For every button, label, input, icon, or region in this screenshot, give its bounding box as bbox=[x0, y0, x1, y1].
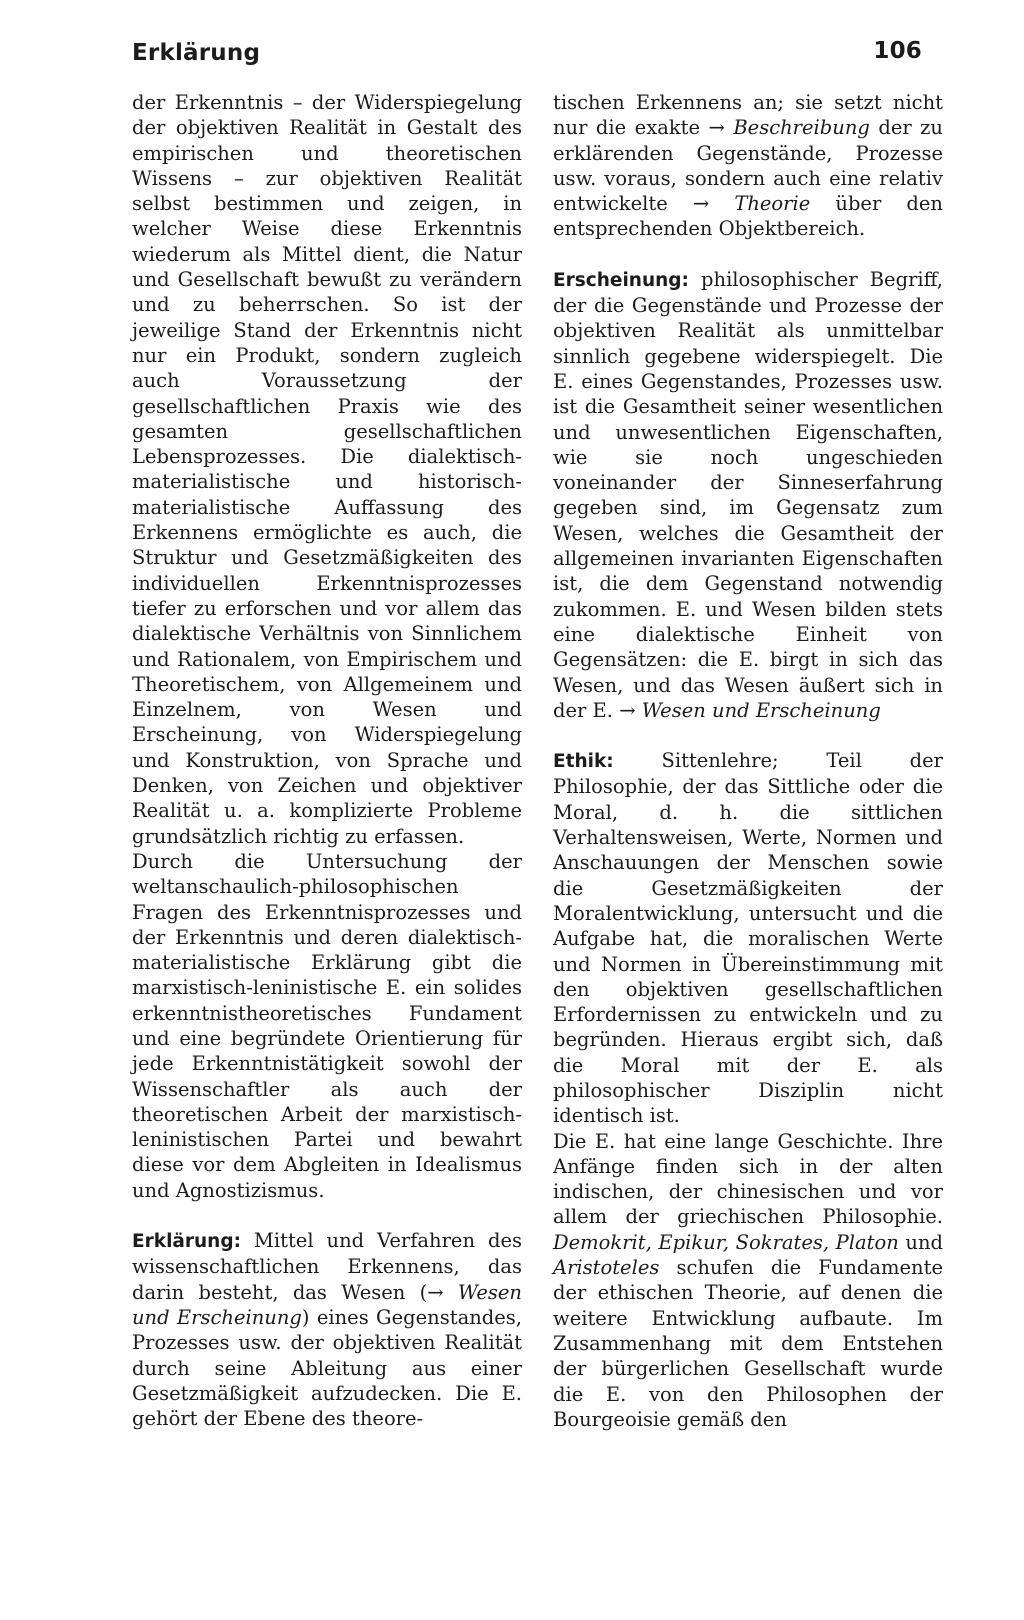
entry-text: schufen die Fundamente der ethischen Theorie, auf denen die weitere Entwicklung aufbaute. Im Zusammenhang mit dem Entstehen der bürgerlichen Gesellschaft wurde die E. von den Philosophen der Bourgeoisie gemäß den bbox=[553, 1256, 943, 1431]
cross-reference: Theorie bbox=[709, 192, 811, 216]
cross-reference-arrow: → bbox=[427, 1280, 444, 1304]
entry-keyword: Erscheinung: bbox=[553, 269, 689, 291]
entry-text: über den entsprechenden Objektbereich. bbox=[553, 192, 943, 241]
entry-erklaerung bbox=[132, 1228, 522, 1431]
right-column bbox=[553, 90, 943, 1432]
entry-text: Sittenlehre; Teil der Philosophie, der das Sittliche oder die Moral, d. h. die sittlichen Verhaltensweisen, Werte, Normen und Anschauungen der Menschen sowie die Gesetzmäßigkeiten der Moralentwicklung, untersucht und die Aufgabe hat, die moralischen Werte und Normen in Übereinstimmung mit den objektiven gesellschaftlichen Erfordernissen zu entwickeln und zu begründen. Hieraus ergibt sich, daß die Moral mit der E. als philosophischer Disziplin nicht identisch ist. bbox=[553, 749, 943, 1128]
entry-keyword: Erklärung: bbox=[132, 1231, 241, 1253]
cross-reference: Wesen und Erscheinung bbox=[635, 698, 881, 722]
cross-reference: Beschreibung bbox=[724, 116, 870, 140]
cross-reference-arrow: → bbox=[619, 698, 636, 722]
entry-text: Mittel und Verfahren des wissenschaftlichen Erkennens, das darin besteht, das Wesen ( bbox=[132, 1229, 522, 1304]
entry-keyword: Ethik: bbox=[553, 751, 614, 773]
entry-text: der zu erklärenden Gegenstände, Prozesse usw. voraus, sondern auch eine relativ entwickelte bbox=[553, 116, 943, 216]
philosopher-names: Demokrit, Epikur, Sokrates, Platon bbox=[553, 1230, 899, 1254]
entry-text: philosophischer Begriff, der die Gegenstände und Prozesse der objektiven Realität als unmittelbar sinnlich gegebene widerspiegelt. Die E. eines Gegenstandes, Prozesses usw. ist die Gesamtheit seiner wesentlichen und unwesentlichen Eigenschaften, wie sie noch ungeschieden voneinander der Sinneserfahrung gegeben sind, im Gegensatz zum Wesen, welches die Gesamtheit der allgemeinen invarianten Eigenschaften ist, die dem Gegenstand notwendig zukommen. E. und Wesen bilden stets eine dialektische Einheit von Gegensätzen: die E. birgt in sich das Wesen, und das Wesen äußert sich in der E. bbox=[553, 267, 943, 722]
paragraph-erklaerung-cont bbox=[553, 90, 943, 242]
entry-ethik bbox=[553, 748, 943, 1128]
entry-text: ) eines Gegenstandes, Prozesses usw. der objektiven Realität durch seine Ableitung aus einer Gesetzmäßigkeit aufzudecken. Die E. gehört der Ebene des theore- bbox=[132, 1305, 522, 1431]
entry-text: tischen Erkennens an; sie setzt nicht nur die exakte bbox=[553, 91, 943, 140]
entry-erscheinung bbox=[553, 267, 943, 723]
paragraph-ethik-history bbox=[553, 1129, 943, 1433]
cross-reference-arrow: → bbox=[708, 116, 725, 140]
paragraph-erkenntnis-conclusion: Durch die Untersuchung der weltanschaulich-philosophischen Fragen des Erkenntnisprozesses und der Erkenntnis und deren dialektisch-materialistische Erklärung gibt die marxistisch-leninistische E. ein solides erkenntnistheoretisches Fundament und eine begründete Orientierung für jede Erkenntnistätigkeit sowohl der Wissenschaftler als auch der theoretischen Arbeit der marxistisch-leninistischen Partei und bewahrt diese vor dem Abgleiten in Idealismus und Agnostizismus. bbox=[132, 849, 522, 1202]
cross-reference: Wesen und Erscheinung bbox=[132, 1280, 522, 1329]
section-title: Erklärung bbox=[132, 40, 261, 66]
entry-text: und bbox=[898, 1230, 943, 1254]
paragraph-erkenntnis-cont: der Erkenntnis – der Widerspiegelung der objektiven Realität in Gestalt des empirischen und theoretischen Wissens – zur objektiven Realität selbst bestimmen und zeigen, in welcher Weise diese Erkenntnis wiederum als Mittel dient, die Natur und Gesellschaft bewußt zu verändern und zu beherrschen. So ist der jeweilige Stand der Erkenntnis nicht nur ein Produkt, sondern zugleich auch Voraussetzung der gesellschaftlichen Praxis wie des gesamten gesellschaftlichen Lebensprozesses. Die dialektisch-materialistische und historisch-materialistische Auffassung des Erkennens ermöglichte es auch, die Struktur und Gesetzmäßigkeiten des individuellen Erkenntnisprozesses tiefer zu erforschen und vor allem das dialektische Verhältnis von Sinnlichem und Rationalem, von Empirischem und Theoretischem, von Allgemeinem und Einzelnem, von Wesen und Erscheinung, von Widerspiegelung und Konstruktion, von Sprache und Denken, von Zeichen und objektiver Realität u. a. komplizierte Probleme grundsätzlich richtig zu erfassen. bbox=[132, 91, 522, 848]
cross-reference-arrow: → bbox=[692, 192, 710, 216]
philosopher-name: Aristoteles bbox=[553, 1256, 660, 1280]
left-column bbox=[132, 90, 522, 1431]
page-number: 106 bbox=[873, 38, 922, 64]
entry-text: Die E. hat eine lange Geschichte. Ihre Anfänge finden sich in der alten indischen, der chinesischen und vor allem der griechischen Philosophie. bbox=[553, 1129, 943, 1229]
